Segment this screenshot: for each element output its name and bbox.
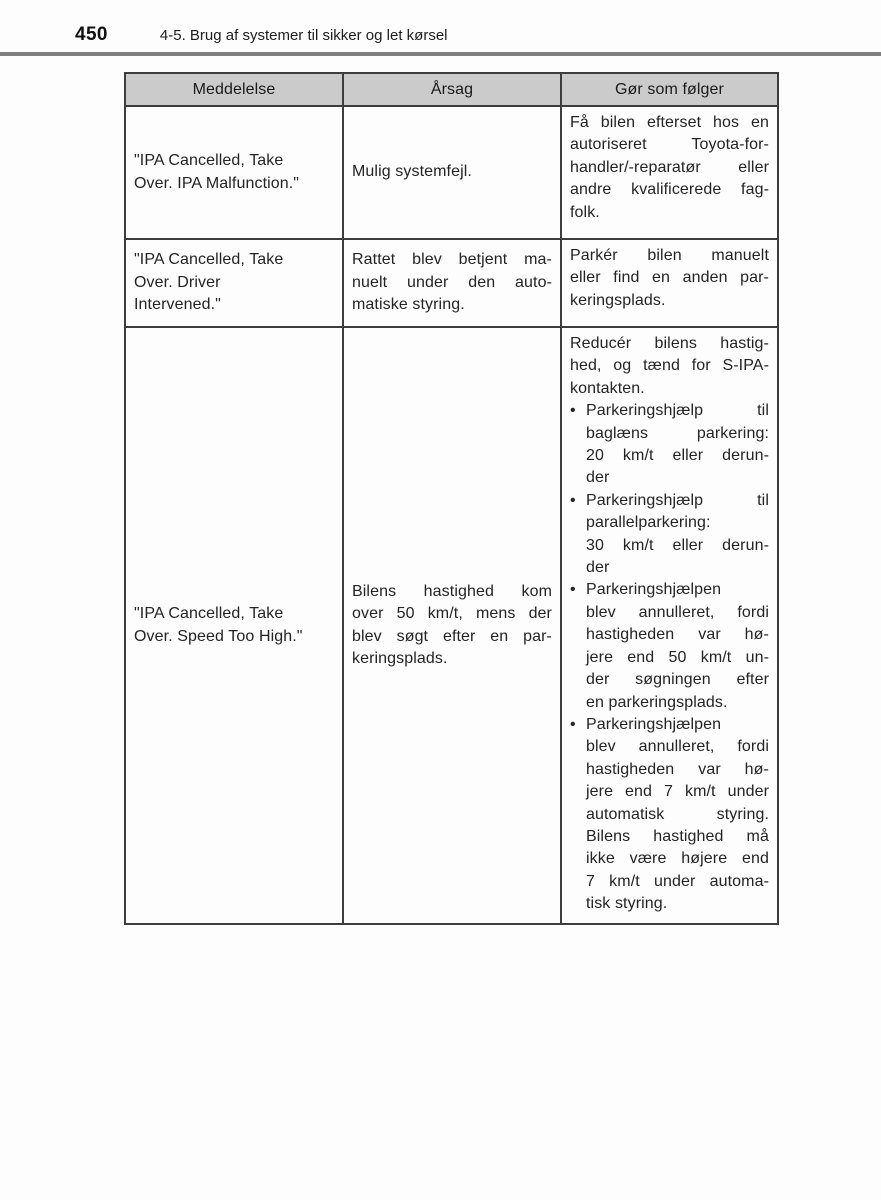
message-line: "IPA Cancelled, Take xyxy=(134,251,284,269)
text-line: jere end 7 km/t under xyxy=(586,783,769,801)
column-header-gor-som-folger: Gør som følger xyxy=(561,73,778,106)
text-line: over 50 km/t, mens der xyxy=(352,605,552,623)
bullet-item xyxy=(570,400,769,490)
text-line: Mulig systemfejl. xyxy=(352,163,472,181)
action-cell xyxy=(561,239,778,327)
bullet-item xyxy=(570,714,769,916)
cause-cell xyxy=(343,106,561,239)
text-line: kontakten. xyxy=(570,379,645,397)
message-line: Over. Speed Too High." xyxy=(134,627,303,645)
text-line: andre kvalificerede fag- xyxy=(570,181,769,199)
text-line: 7 km/t under automa- xyxy=(586,872,769,890)
paragraph xyxy=(570,112,769,224)
text-line: Rattet blev betjent ma- xyxy=(352,251,552,269)
message-table xyxy=(124,72,779,925)
text-line: baglæns parkering: xyxy=(586,424,769,442)
table-row xyxy=(125,327,778,924)
text-line: matiske styring. xyxy=(352,296,465,314)
table-row xyxy=(125,106,778,239)
text-line: jere end 50 km/t un- xyxy=(586,648,769,666)
bullet-text xyxy=(586,714,769,916)
message-cell xyxy=(125,106,343,239)
bullet-icon: • xyxy=(570,491,576,509)
bullet-icon: • xyxy=(570,581,576,599)
bullet-text xyxy=(586,490,769,580)
text-line: der søgningen efter xyxy=(586,671,769,689)
message-line: Over. IPA Malfunction." xyxy=(134,174,300,192)
text-line: blev annulleret, fordi xyxy=(586,738,769,756)
text-line: tisk styring. xyxy=(586,895,668,913)
text-line: eller find en anden par- xyxy=(570,269,769,287)
message-line: "IPA Cancelled, Take xyxy=(134,152,284,170)
message-line: Intervened." xyxy=(134,296,221,314)
column-header-arsag: Årsag xyxy=(343,73,561,106)
text-line: ikke være højere end xyxy=(586,850,769,868)
text-line: 30 km/t eller derun- xyxy=(586,536,769,554)
text-line: Få bilen efterset hos en xyxy=(570,114,769,131)
bullet-item xyxy=(570,579,769,713)
text-line: hed, og tænd for S-IPA- xyxy=(570,357,769,375)
message-cell xyxy=(125,239,343,327)
text-line: hastigheden var hø- xyxy=(586,626,769,644)
paragraph xyxy=(352,249,552,316)
text-line: der xyxy=(586,559,610,577)
action-cell xyxy=(561,106,778,239)
paragraph xyxy=(352,161,552,183)
text-line: parallelparkering: xyxy=(586,514,711,532)
text-line: folk. xyxy=(570,203,600,221)
section-title: 4-5. Brug af systemer til sikker og let kørsel xyxy=(159,27,448,44)
text-line: Parkér bilen manuelt xyxy=(570,247,769,264)
bullet-icon: • xyxy=(570,715,576,733)
text-line: keringsplads. xyxy=(570,291,666,309)
text-line: Reducér bilens hastig- xyxy=(570,335,769,352)
page-number: 450 xyxy=(75,24,108,45)
text-line: autoriseret Toyota-for- xyxy=(570,136,769,154)
text-line: Parkeringshjælp til xyxy=(586,491,769,509)
text-line: Bilens hastighed kom xyxy=(352,582,552,600)
text-line: Bilens hastighed må xyxy=(586,827,769,845)
cause-cell xyxy=(343,327,561,924)
paragraph xyxy=(570,333,769,400)
header-rule xyxy=(0,52,881,56)
text-line: Parkeringshjælp til xyxy=(586,402,769,420)
text-line: blev søgt efter en par- xyxy=(352,627,552,645)
table-row xyxy=(125,239,778,327)
table-header-row xyxy=(125,73,778,106)
text-line: Parkeringshjælpen xyxy=(586,581,722,599)
message-cell xyxy=(125,327,343,924)
column-header-meddelelse: Meddelelse xyxy=(125,73,343,106)
text-line: automatisk styring. xyxy=(586,805,769,823)
text-line: nuelt under den auto- xyxy=(352,273,552,291)
message-line: Over. Driver xyxy=(134,273,221,291)
bullet-icon: • xyxy=(570,402,576,420)
paragraph xyxy=(570,245,769,312)
message-line: "IPA Cancelled, Take xyxy=(134,605,284,623)
text-line: 20 km/t eller derun- xyxy=(586,447,769,465)
text-line: blev annulleret, fordi xyxy=(586,603,769,621)
cause-cell xyxy=(343,239,561,327)
text-line: der xyxy=(586,469,610,487)
page-header xyxy=(0,0,881,46)
text-line: keringsplads. xyxy=(352,649,448,667)
text-line: hastigheden var hø- xyxy=(586,760,769,778)
bullet-item xyxy=(570,490,769,580)
bullet-text xyxy=(586,400,769,490)
bullet-text xyxy=(586,579,769,713)
paragraph xyxy=(352,581,552,671)
text-line: handler/-reparatør eller xyxy=(570,158,769,176)
text-line: Parkeringshjælpen xyxy=(586,715,722,733)
action-cell xyxy=(561,327,778,924)
text-line: en parkeringsplads. xyxy=(586,693,728,711)
